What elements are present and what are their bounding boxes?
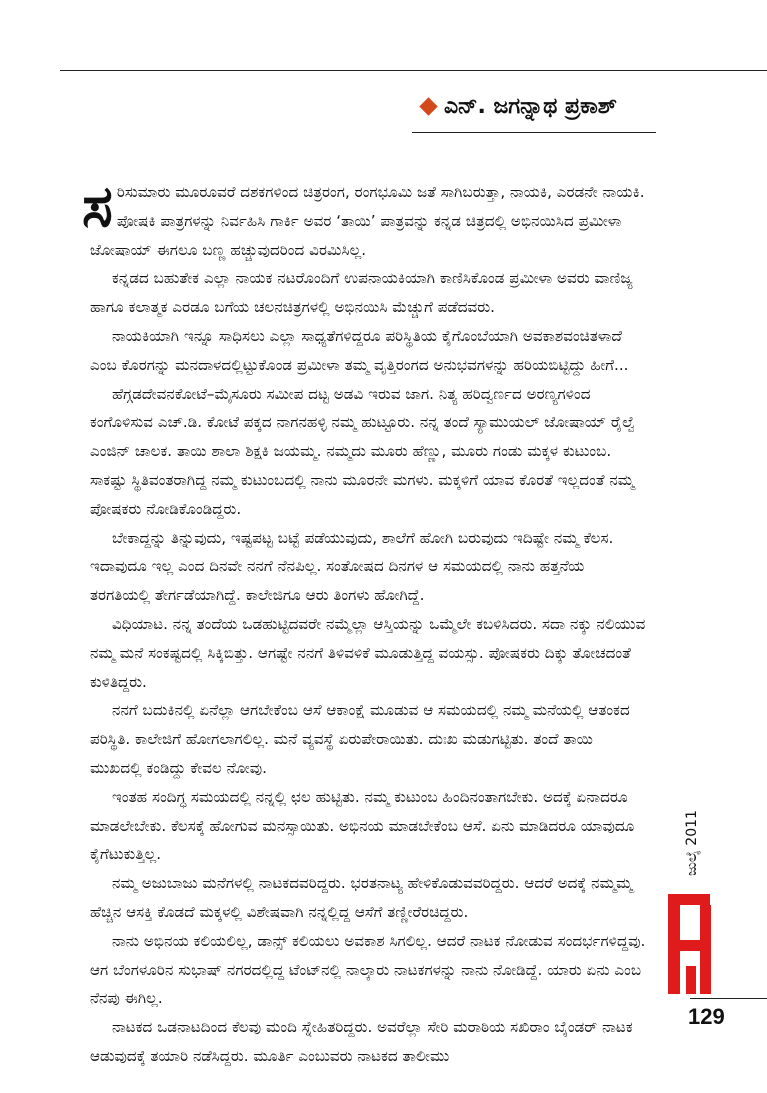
drop-cap: ಸ — [82, 172, 113, 240]
page-number: 129 — [688, 1004, 725, 1029]
article-body — [82, 172, 646, 1065]
header-rule — [60, 70, 767, 71]
issue-date — [670, 806, 732, 876]
article-paragraph: ನಾನು ಅಭಿನಯ ಕಲಿಯಲಿಲ್ಲ, ಡಾನ್ಸ್ ಕಲಿಯಲು ಅವಕಾಶ ಸಿಗಲಿಲ್ಲ. ಆದರೆ ನಾಟಕ ನೋಡುವ ಸಂದರ್ಭಗಳಿದ್ದವು. ಆಗ ಬೆಂಗಳೂರಿನ ಸುಭಾಷ್ ನಗರದಲ್ಲಿದ್ದ ಟೆಂಟ್‌ನಲ್ಲಿ ನಾಲ್ಕಾರು ನಾಟಕಗಳನ್ನು ನಾನು ನೋಡಿದ್ದೆ. ಯಾರು ಏನು ಎಂಬ ನೆನಪು ಈಗಿಲ್ಲ. — [90, 931, 646, 1008]
paragraph-text: ರಿಸುಮಾರು ಮೂರೂವರೆ ದಶಕಗಳಿಂದ ಚಿತ್ರರಂಗ, ರಂಗಭೂಮಿ ಜತೆ ಸಾಗಿಬರುತ್ತಾ, ನಾಯಕಿ, ಎರಡನೇ ನಾಯಕಿ. ಪೋಷಕಿ ಪಾತ್ರಗಳನ್ನು ನಿರ್ವಹಿಸಿ ಗಾರ್ಕಿ ಅವರ ‘ತಾಯಿ’ ಪಾತ್ರವನ್ನು ಕನ್ನಡ ಚಿತ್ರದಲ್ಲಿ ಅಭಿನಯಿಸಿದ ಪ್ರಮೀಳಾ ಜೋಷಾಯ್ ಈಗಲೂ ಬಣ್ಣ ಹಚ್ಚುವುದರಿಂದ ವಿರಮಿಸಿಲ್ಲ. — [90, 183, 645, 259]
article-paragraph: ವಿಧಿಯಾಟ. ನನ್ನ ತಂದೆಯ ಒಡಹುಟ್ಟಿದವರೇ ನಮ್ಮೆಲ್ಲಾ ಆಸ್ತಿಯನ್ನು ಒಮ್ಮೆಲೇ ಕಬಳಿಸಿದರು. ಸದಾ ನಕ್ಕು ನಲಿಯುವ ನಮ್ಮ ಮನೆ ಸಂಕಷ್ಟದಲ್ಲಿ ಸಿಕ್ಕಿಬಿತ್ತು. ಆಗಷ್ಟೇ ನನಗೆ ತಿಳಿವಳಿಕೆ ಮೂಡುತ್ತಿದ್ದ ವಯಸ್ಸು. ಪೋಷಕರು ದಿಕ್ಕು ತೋಚದಂತೆ ಕುಳಿತಿದ್ದರು. — [90, 614, 646, 691]
issue-date-text: ಜುಲೈ 2011 — [684, 810, 700, 876]
article-paragraph: ಹೆಗ್ಗಡದೇವನಕೋಟೆ–ಮೈಸೂರು ಸಮೀಪ ದಟ್ಟ ಅಡವಿ ಇರುವ ಜಾಗ. ನಿತ್ಯ ಹರಿದ್ವರ್ಣದ ಅರಣ್ಯಗಳಿಂದ ಕಂಗೊಳಿಸುವ ಎಚ್.ಡಿ. ಕೋಟೆ ಪಕ್ಕದ ನಾಗನಹಳ್ಳಿ ನಮ್ಮ ಹುಟ್ಟೂರು. ನನ್ನ ತಂದೆ ಸ್ಯಾಮುಯಲ್ ಜೋಷಾಯ್ ರೈಲ್ವೆ ಎಂಜಿನ್ ಚಾಲಕ. ತಾಯಿ ಶಾಲಾ ಶಿಕ್ಷಕಿ ಜಯಮ್ಮ. ನಮ್ಮದು ಮೂರು ಹೆಣ್ಣು, ಮೂರು ಗಂಡು ಮಕ್ಕಳ ಕುಟುಂಬ. ಸಾಕಷ್ಟು ಸ್ಥಿತಿವಂತರಾಗಿದ್ದ ನಮ್ಮ ಕುಟುಂಬದಲ್ಲಿ ನಾನು ಮೂರನೇ ಮಗಳು. ಮಕ್ಕಳಿಗೆ ಯಾವ ಕೊರತೆ ಇಲ್ಲದಂತೆ ನಮ್ಮ ಪೋಷಕರು ನೋಡಿಕೊಂಡಿದ್ದರು. — [90, 384, 636, 518]
magazine-logo-icon — [664, 890, 718, 998]
author-name: ಎನ್. ಜಗನ್ನಾಥ ಪ್ರಕಾಶ್ — [444, 94, 617, 119]
magazine-logo — [664, 890, 718, 998]
article-paragraph: ಕನ್ನಡದ ಬಹುತೇಕ ಎಲ್ಲಾ ನಾಯಕ ನಟರೊಂದಿಗೆ ಉಪನಾಯಕಿಯಾಗಿ ಕಾಣಿಸಿಕೊಂಡ ಪ್ರಮೀಳಾ ಅವರು ವಾಣಿಜ್ಯ ಹಾಗೂ ಕಲಾತ್ಮಕ ಎರಡೂ ಬಗೆಯ ಚಲನಚಿತ್ರಗಳಲ್ಲಿ ಅಭಿನಯಿಸಿ ಮೆಚ್ಚುಗೆ ಪಡೆದವರು. — [90, 269, 633, 317]
footer-rule — [690, 998, 767, 999]
article-paragraph: ನಾಯಕಿಯಾಗಿ ಇನ್ನೂ ಸಾಧಿಸಲು ಎಲ್ಲಾ ಸಾಧ್ಯತೆಗಳಿದ್ದರೂ ಪರಿಸ್ಥಿತಿಯ ಕೈಗೊಂಬೆಯಾಗಿ ಅವಕಾಶವಂಚಿತಳಾದೆ ಎಂಬ ಕೊರಗನ್ನು ಮನದಾಳದಲ್ಲಿಟ್ಟುಕೊಂಡ ಪ್ರಮೀಳಾ ತಮ್ಮ ವೃತ್ತಿರಂಗದ ಅನುಭವಗಳನ್ನು ಹರಿಯಬಿಟ್ಟಿದ್ದು ಹೀಗೆ... — [90, 326, 629, 374]
author-byline — [416, 94, 656, 119]
article-paragraph: ಬೇಕಾದ್ದನ್ನು ತಿನ್ನುವುದು, ಇಷ್ಟಪಟ್ಟ ಬಟ್ಟೆ ಪಡೆಯುವುದು, ಶಾಲೆಗೆ ಹೋಗಿ ಬರುವುದು ಇದಿಷ್ಟೇ ನಮ್ಮ ಕೆಲಸ. ಇದಾವುದೂ ಇಲ್ಲ ಎಂದ ದಿನವೇ ನನಗೆ ನೆನಪಿಲ್ಲ. ಸಂತೋಷದ ದಿನಗಳ ಆ ಸಮಯದಲ್ಲಿ ನಾನು ಹತ್ತನೆಯ ತರಗತಿಯಲ್ಲಿ ತೇರ್ಗಡೆಯಾಗಿದ್ದೆ. ಕಾಲೇಜಿಗೂ ಆರು ತಿಂಗಳು ಹೋಗಿದ್ದೆ. — [90, 528, 614, 605]
article-paragraph: ನಮ್ಮ ಅಜುಬಾಜು ಮನೆಗಳಲ್ಲಿ ನಾಟಕದವರಿದ್ದರು. ಭರತನಾಟ್ಯ ಹೇಳಿಕೊಡುವವರಿದ್ದರು. ಆದರೆ ಅದಕ್ಕೆ ನಮ್ಮಮ್ಮ ಹೆಚ್ಚಿನ ಆಸಕ್ತಿ ಕೊಡದೆ ಮಕ್ಕಳಲ್ಲಿ ವಿಶೇಷವಾಗಿ ನನ್ನಲ್ಲಿದ್ದ ಆಸೆಗೆ ತಣ್ಣೀರೆರಚಿದ್ದರು. — [90, 874, 633, 921]
article-paragraph: ಇಂತಹ ಸಂದಿಗ್ಧ ಸಮಯದಲ್ಲಿ ನನ್ನಲ್ಲಿ ಛಲ ಹುಟ್ಟಿತು. ನಮ್ಮ ಕುಟುಂಬ ಹಿಂದಿನಂತಾಗಬೇಕು. ಅದಕ್ಕೆ ಏನಾದರೂ ಮಾಡಲೇಬೇಕು. ಕೆಲಸಕ್ಕೆ ಹೋಗುವ ಮನಸ್ಸಾಯಿತು. ಅಭಿನಯ ಮಾಡಬೇಕೆಂಬ ಆಸೆ. ಏನು ಮಾಡಿದರೂ ಯಾವುದೂ ಕೈಗೆಟುಕುತ್ತಿಲ್ಲ. — [90, 787, 635, 864]
article-paragraph: ನಾಟಕದ ಒಡನಾಟದಿಂದ ಕೆಲವು ಮಂದಿ ಸ್ನೇಹಿತರಿದ್ದರು. ಅವರೆಲ್ಲಾ ಸೇರಿ ಮರಾಠಿಯ ಸಖಿರಾಂ ಬೈಂಡರ್ ನಾಟಕ ಆಡುವುದಕ್ಕೆ ತಯಾರಿ ನಡೆಸಿದ್ದರು. ಮೂರ್ತಿ ಎಂಬುವರು ನಾಟಕದ ತಾಲೀಮು — [90, 1018, 633, 1065]
diamond-bullet-icon — [419, 97, 437, 115]
article-paragraph: ನನಗೆ ಬದುಕಿನಲ್ಲಿ ಏನೆಲ್ಲಾ ಆಗಬೇಕೆಂಬ ಆಸೆ ಆಕಾಂಕ್ಷೆ ಮೂಡುವ ಆ ಸಮಯದಲ್ಲಿ ನಮ್ಮ ಮನೆಯಲ್ಲಿ ಆತಂಕದ ಪರಿಸ್ಥಿತಿ. ಕಾಲೇಜಿಗೆ ಹೋಗಲಾಗಲಿಲ್ಲ. ಮನೆ ವ್ಯವಸ್ಥೆ ಏರುಪೇರಾಯಿತು. ದುಃಖ ಮಡುಗಟ್ಟಿತು. ತಂದೆ ತಾಯಿ ಮುಖದಲ್ಲಿ ಕಂಡಿದ್ದು ಕೇವಲ ನೋವು. — [90, 701, 630, 777]
article-paragraph — [82, 172, 646, 264]
author-underline — [412, 132, 656, 133]
